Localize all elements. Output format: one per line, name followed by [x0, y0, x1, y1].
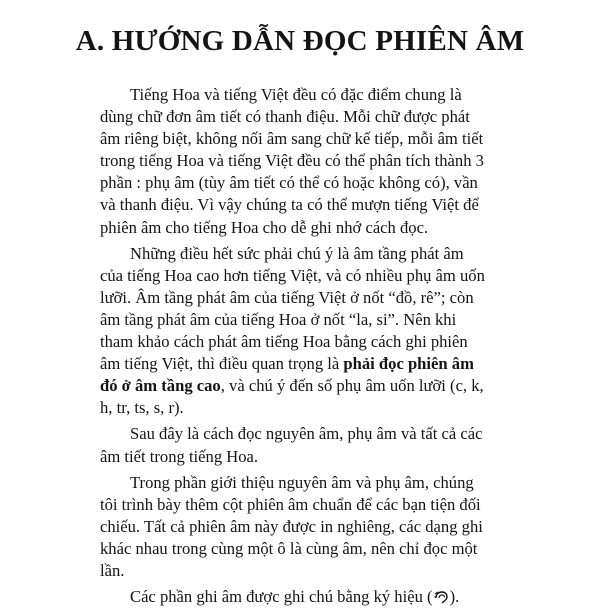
- text-line: Trong phần giới thiệu nguyên âm và phụ âm, chúng: [130, 472, 474, 492]
- text-line: h, tr, ts, s, r).: [100, 398, 184, 418]
- text-line: trong tiếng Hoa và tiếng Việt đều có thể phân tích thành 3: [100, 151, 484, 171]
- text-line: phần : phụ âm (tùy âm tiết có thể có hoặc không có), vần: [100, 173, 478, 193]
- paragraph-pitch-notes: [100, 243, 510, 420]
- text-line: và thanh điệu. Vì vậy chúng ta có thể mượn tiếng Việt để: [100, 195, 479, 215]
- text-line: Sau đây là cách đọc nguyên âm, phụ âm và tất cả các: [130, 424, 483, 444]
- text-line: [100, 586, 510, 611]
- text-line: âm tiết trong tiếng Hoa.: [100, 446, 259, 466]
- text-segment: ).: [449, 587, 460, 607]
- text-line: âm riêng biệt, không nối âm sang chữ kế tiếp, mỗi âm tiết: [100, 129, 484, 149]
- paragraph-intro: [100, 84, 510, 239]
- text-line: dùng chữ đơn âm tiết có thanh điệu. Mỗi chữ được phát: [100, 107, 470, 127]
- text-line: lưỡi. Âm tầng phát âm của tiếng Việt ở nốt “đồ, rê”; còn: [100, 287, 474, 307]
- text-line: tham khảo cách phát âm tiếng Hoa bằng cách ghi phiên: [100, 332, 468, 352]
- paragraph-phonetic-columns: [100, 472, 510, 582]
- text-segment: âm tiếng Việt, thì điều quan trọng là: [100, 354, 344, 374]
- speaker-ear-icon: [433, 589, 450, 611]
- text-line: khác nhau trong cùng một ô là cùng âm, nên chỉ đọc một: [100, 538, 478, 558]
- text-line: [100, 353, 510, 375]
- emphasis-text: phải đọc phiên âm: [343, 354, 474, 374]
- paragraph-following: [100, 423, 510, 467]
- text-line: Những điều hết sức phải chú ý là âm tầng phát âm: [130, 243, 464, 263]
- text-segment: , và chú ý đến số phụ âm uốn lưỡi (c, k,: [220, 376, 484, 396]
- text-line: Tiếng Hoa và tiếng Việt đều có đặc điểm chung là: [130, 85, 462, 104]
- text-line: [100, 375, 510, 397]
- document-body: [100, 84, 510, 611]
- page-title: A. HƯỚNG DẪN ĐỌC PHIÊN ÂM: [75, 25, 525, 57]
- text-line: âm tầng phát âm của tiếng Hoa ở nốt “la, si”. Nên khi: [100, 309, 457, 329]
- paragraph-symbol-note: [100, 586, 510, 611]
- text-line: tôi trình bày thêm cột phiên âm chuẩn để các bạn tiện đối: [100, 494, 481, 514]
- text-line: chiếu. Tất cả phiên âm này được in nghiêng, các dạng ghi: [100, 516, 483, 536]
- text-line: phiên âm cho tiếng Hoa cho dễ ghi nhớ cách đọc.: [100, 217, 429, 237]
- text-segment: Các phần ghi âm được ghi chú bằng ký hiệu (: [130, 587, 433, 607]
- text-line: của tiếng Hoa cao hơn tiếng Việt, và có nhiều phụ âm uốn: [100, 265, 485, 285]
- text-line: lần.: [100, 560, 125, 580]
- emphasis-text: đó ở âm tầng cao: [100, 376, 221, 396]
